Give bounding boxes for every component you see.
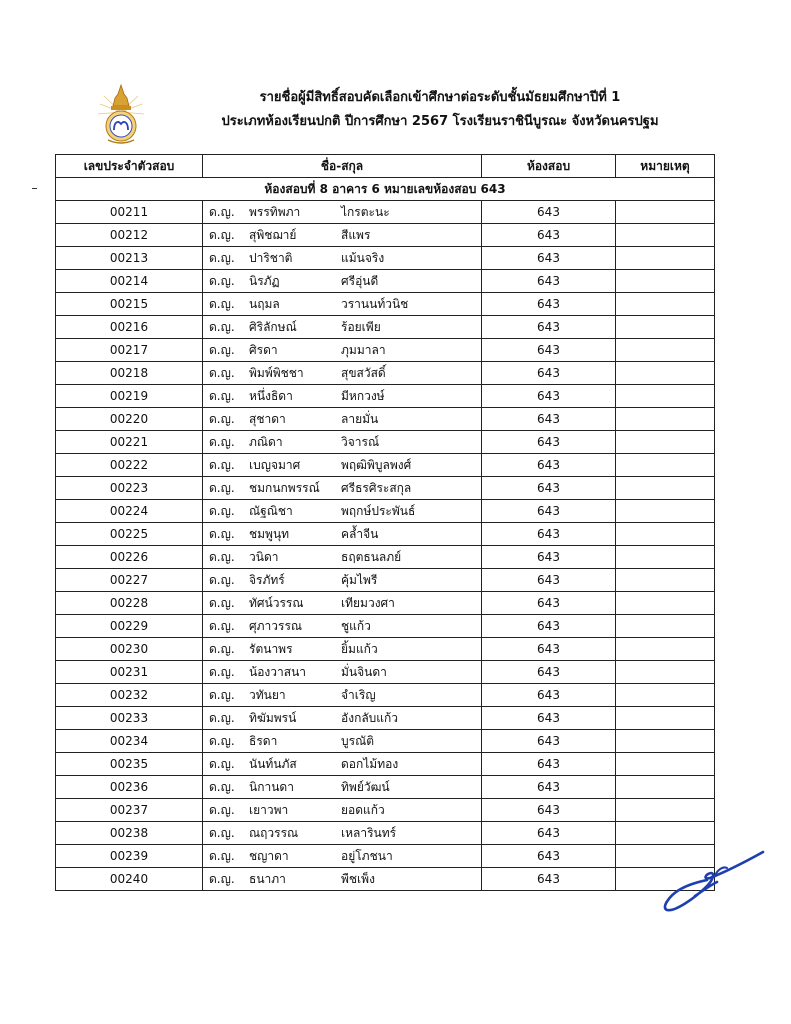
full-name-cell: [203, 224, 482, 247]
name-prefix: ด.ญ.: [209, 204, 235, 219]
exam-roster-table: [55, 154, 715, 891]
last-name: พืชเพ็ง: [341, 871, 375, 886]
first-name: ณฤวรรณ: [249, 825, 299, 840]
full-name-cell: [203, 730, 482, 753]
exam-id-cell: 00240: [56, 868, 203, 891]
last-name: ยอดแก้ว: [341, 802, 385, 817]
full-name-cell: [203, 201, 482, 224]
last-name: ศรีอุ่นดี: [341, 273, 379, 288]
name-prefix: ด.ญ.: [209, 618, 235, 633]
last-name: วรานนท์วนิช: [341, 296, 409, 311]
first-name: นฤมล: [249, 296, 280, 311]
table-row: [56, 362, 715, 385]
name-prefix: ด.ญ.: [209, 434, 235, 449]
remarks-cell: [616, 615, 715, 638]
exam-room-cell: 643: [482, 500, 616, 523]
remarks-cell: [616, 753, 715, 776]
last-name: พฤฒิพิบูลพงศ์: [341, 457, 412, 472]
first-name: สุพิชฌาย์: [249, 227, 297, 242]
remarks-cell: [616, 339, 715, 362]
margin-mark: [32, 188, 37, 189]
first-name: นิรภัฏ: [249, 273, 280, 288]
name-prefix: ด.ญ.: [209, 802, 235, 817]
name-prefix: ด.ญ.: [209, 250, 235, 265]
room-heading: ห้องสอบที่ 8 อาคาร 6 หมายเลขห้องสอบ 643: [56, 178, 715, 201]
first-name: ศิริลักษณ์: [249, 319, 297, 334]
column-header-remarks: หมายเหตุ: [616, 155, 715, 178]
full-name-cell: [203, 776, 482, 799]
school-crest-icon: [94, 82, 148, 146]
table-row: [56, 799, 715, 822]
full-name-cell: [203, 293, 482, 316]
header-title: รายชื่อผู้มีสิทธิ์สอบคัดเลือกเข้าศึกษาต่อระดับชั้นมัธยมศึกษาปีที่ 1: [259, 90, 621, 105]
full-name-cell: [203, 707, 482, 730]
exam-id-cell: 00221: [56, 431, 203, 454]
remarks-cell: [616, 500, 715, 523]
exam-id-cell: 00229: [56, 615, 203, 638]
first-name: นิกานดา: [249, 779, 294, 794]
first-name: ทัศน์วรรณ: [249, 595, 304, 610]
first-name: ณัฐณิชา: [249, 503, 293, 518]
table-row: [56, 477, 715, 500]
first-name: วนิดา: [249, 549, 279, 564]
name-prefix: ด.ญ.: [209, 756, 235, 771]
exam-id-cell: 00231: [56, 661, 203, 684]
table-row: [56, 776, 715, 799]
full-name-cell: [203, 523, 482, 546]
last-name: อังกลับแก้ว: [341, 710, 399, 725]
exam-id-cell: 00215: [56, 293, 203, 316]
table-row: [56, 270, 715, 293]
remarks-cell: [616, 270, 715, 293]
remarks-cell: [616, 224, 715, 247]
exam-room-cell: 643: [482, 868, 616, 891]
last-name: มีหกวงษ์: [341, 388, 385, 403]
first-name: รัตนาพร: [249, 641, 293, 656]
table-row: [56, 615, 715, 638]
full-name-cell: [203, 822, 482, 845]
table-row: [56, 684, 715, 707]
full-name-cell: [203, 569, 482, 592]
name-prefix: ด.ญ.: [209, 480, 235, 495]
table-row: [56, 500, 715, 523]
first-name: เบญจมาศ: [249, 457, 301, 472]
last-name: วิจารณ์: [341, 434, 380, 449]
exam-room-cell: 643: [482, 822, 616, 845]
remarks-cell: [616, 707, 715, 730]
header-subtitle: ประเภทห้องเรียนปกติ ปีการศึกษา 2567 โรงเรียนราชินีบูรณะ จังหวัดนครปฐม: [221, 114, 659, 129]
first-name: สุชาดา: [249, 411, 286, 426]
name-prefix: ด.ญ.: [209, 595, 235, 610]
table-row: [56, 868, 715, 891]
name-prefix: ด.ญ.: [209, 733, 235, 748]
full-name-cell: [203, 638, 482, 661]
first-name: วทันยา: [249, 687, 286, 702]
name-prefix: ด.ญ.: [209, 227, 235, 242]
last-name: ภุมมาลา: [341, 342, 386, 357]
last-name: เทียมวงศา: [341, 595, 395, 610]
name-prefix: ด.ญ.: [209, 871, 235, 886]
first-name: จิรภัทร์: [249, 572, 285, 587]
name-prefix: ด.ญ.: [209, 710, 235, 725]
remarks-cell: [616, 799, 715, 822]
exam-room-cell: 643: [482, 638, 616, 661]
remarks-cell: [616, 546, 715, 569]
exam-id-cell: 00233: [56, 707, 203, 730]
exam-room-cell: 643: [482, 592, 616, 615]
exam-room-cell: 643: [482, 569, 616, 592]
exam-room-cell: 643: [482, 247, 616, 270]
exam-room-cell: 643: [482, 408, 616, 431]
full-name-cell: [203, 684, 482, 707]
table-row: [56, 845, 715, 868]
table-row: [56, 201, 715, 224]
exam-id-cell: 00218: [56, 362, 203, 385]
table-row: [56, 316, 715, 339]
full-name-cell: [203, 477, 482, 500]
exam-room-cell: 643: [482, 201, 616, 224]
table-row: [56, 569, 715, 592]
remarks-cell: [616, 569, 715, 592]
name-prefix: ด.ญ.: [209, 572, 235, 587]
exam-room-cell: 643: [482, 523, 616, 546]
exam-id-cell: 00222: [56, 454, 203, 477]
table-row: [56, 822, 715, 845]
exam-id-cell: 00238: [56, 822, 203, 845]
exam-id-cell: 00237: [56, 799, 203, 822]
name-prefix: ด.ญ.: [209, 273, 235, 288]
full-name-cell: [203, 316, 482, 339]
remarks-cell: [616, 661, 715, 684]
name-prefix: ด.ญ.: [209, 848, 235, 863]
exam-room-cell: 643: [482, 661, 616, 684]
last-name: สีแพร: [341, 227, 371, 242]
full-name-cell: [203, 431, 482, 454]
last-name: ลายมั่น: [341, 411, 379, 426]
exam-id-cell: 00225: [56, 523, 203, 546]
name-prefix: ด.ญ.: [209, 457, 235, 472]
last-name: มั่นจินดา: [341, 664, 387, 679]
table-row: [56, 385, 715, 408]
first-name: เยาวพา: [249, 802, 289, 817]
first-name: หนึ่งธิดา: [249, 388, 293, 403]
last-name: อยู่โภชนา: [341, 848, 393, 863]
exam-id-cell: 00214: [56, 270, 203, 293]
full-name-cell: [203, 868, 482, 891]
exam-id-cell: 00220: [56, 408, 203, 431]
first-name: ธนาภา: [249, 871, 286, 886]
name-prefix: ด.ญ.: [209, 549, 235, 564]
name-prefix: ด.ญ.: [209, 319, 235, 334]
last-name: คุ้มไพรี: [341, 572, 378, 587]
table-row: [56, 408, 715, 431]
first-name: ศุภาวรรณ: [249, 618, 303, 633]
last-name: ทิพย์วัฒน์: [341, 779, 390, 794]
full-name-cell: [203, 362, 482, 385]
exam-room-cell: 643: [482, 224, 616, 247]
name-prefix: ด.ญ.: [209, 526, 235, 541]
exam-room-cell: 643: [482, 362, 616, 385]
name-prefix: ด.ญ.: [209, 825, 235, 840]
remarks-cell: [616, 293, 715, 316]
name-prefix: ด.ญ.: [209, 388, 235, 403]
exam-id-cell: 00219: [56, 385, 203, 408]
full-name-cell: [203, 408, 482, 431]
first-name: ภณิดา: [249, 434, 283, 449]
remarks-cell: [616, 477, 715, 500]
exam-id-cell: 00239: [56, 845, 203, 868]
full-name-cell: [203, 615, 482, 638]
table-row: [56, 707, 715, 730]
table-row: [56, 753, 715, 776]
remarks-cell: [616, 684, 715, 707]
first-name: ชมพูนุท: [249, 526, 290, 541]
full-name-cell: [203, 592, 482, 615]
column-header-exam-room: ห้องสอบ: [482, 155, 616, 178]
exam-id-cell: 00223: [56, 477, 203, 500]
last-name: ยิ้มแก้ว: [341, 641, 378, 656]
table-header-row: [56, 155, 715, 178]
remarks-cell: [616, 592, 715, 615]
table-row: [56, 431, 715, 454]
table-row: [56, 247, 715, 270]
remarks-cell: [616, 201, 715, 224]
last-name: สุขสวัสดิ์: [341, 365, 386, 380]
exam-room-cell: 643: [482, 431, 616, 454]
remarks-cell: [616, 316, 715, 339]
name-prefix: ด.ญ.: [209, 687, 235, 702]
name-prefix: ด.ญ.: [209, 779, 235, 794]
last-name: จำเริญ: [341, 687, 376, 702]
table-row: [56, 730, 715, 753]
full-name-cell: [203, 546, 482, 569]
exam-room-cell: 643: [482, 477, 616, 500]
exam-room-cell: 643: [482, 270, 616, 293]
remarks-cell: [616, 730, 715, 753]
full-name-cell: [203, 270, 482, 293]
name-prefix: ด.ญ.: [209, 342, 235, 357]
last-name: ศรีธรศิระสกุล: [341, 480, 412, 495]
exam-room-cell: 643: [482, 293, 616, 316]
room-heading-row: [56, 178, 715, 201]
exam-room-cell: 643: [482, 776, 616, 799]
table-row: [56, 293, 715, 316]
exam-room-cell: 643: [482, 316, 616, 339]
full-name-cell: [203, 454, 482, 477]
first-name: พิมพ์พิชชา: [249, 365, 304, 380]
first-name: ธิรดา: [249, 733, 278, 748]
exam-room-cell: 643: [482, 546, 616, 569]
exam-id-cell: 00235: [56, 753, 203, 776]
first-name: ปาริชาติ: [249, 250, 293, 265]
full-name-cell: [203, 247, 482, 270]
exam-id-cell: 00228: [56, 592, 203, 615]
last-name: พฤกษ์ประพันธ์: [341, 503, 416, 518]
handwritten-signature-icon: [655, 840, 775, 925]
exam-room-cell: 643: [482, 707, 616, 730]
remarks-cell: [616, 385, 715, 408]
exam-room-cell: 643: [482, 845, 616, 868]
name-prefix: ด.ญ.: [209, 664, 235, 679]
name-prefix: ด.ญ.: [209, 365, 235, 380]
exam-room-cell: 643: [482, 730, 616, 753]
table-row: [56, 592, 715, 615]
first-name: นันท์นภัส: [249, 756, 297, 771]
first-name: ทิฆัมพรน์: [249, 710, 297, 725]
full-name-cell: [203, 500, 482, 523]
name-prefix: ด.ญ.: [209, 411, 235, 426]
full-name-cell: [203, 661, 482, 684]
table-row: [56, 339, 715, 362]
name-prefix: ด.ญ.: [209, 503, 235, 518]
last-name: ร้อยเพีย: [341, 319, 381, 334]
name-prefix: ด.ญ.: [209, 296, 235, 311]
last-name: คล้ำจีน: [341, 526, 379, 541]
exam-id-cell: 00216: [56, 316, 203, 339]
full-name-cell: [203, 385, 482, 408]
remarks-cell: [616, 431, 715, 454]
last-name: เหลารินทร์: [341, 825, 397, 840]
column-header-full-name: ชื่อ-สกุล: [203, 155, 482, 178]
document-header: [160, 86, 720, 134]
last-name: ไกรตะนะ: [341, 204, 390, 219]
exam-id-cell: 00234: [56, 730, 203, 753]
table-row: [56, 454, 715, 477]
remarks-cell: [616, 776, 715, 799]
full-name-cell: [203, 845, 482, 868]
first-name: ศิรดา: [249, 342, 278, 357]
full-name-cell: [203, 339, 482, 362]
exam-id-cell: 00232: [56, 684, 203, 707]
full-name-cell: [203, 799, 482, 822]
last-name: ชูแก้ว: [341, 618, 371, 633]
table-row: [56, 661, 715, 684]
exam-id-cell: 00236: [56, 776, 203, 799]
last-name: บูรณัติ: [341, 733, 374, 748]
remarks-cell: [616, 247, 715, 270]
remarks-cell: [616, 454, 715, 477]
first-name: พรรทิพภา: [249, 204, 301, 219]
exam-id-cell: 00226: [56, 546, 203, 569]
exam-id-cell: 00227: [56, 569, 203, 592]
first-name: น้องวาสนา: [249, 664, 307, 679]
exam-room-cell: 643: [482, 615, 616, 638]
exam-room-cell: 643: [482, 753, 616, 776]
exam-room-cell: 643: [482, 799, 616, 822]
table-row: [56, 638, 715, 661]
remarks-cell: [616, 638, 715, 661]
table-row: [56, 546, 715, 569]
table-row: [56, 224, 715, 247]
full-name-cell: [203, 753, 482, 776]
column-header-exam-id: เลขประจำตัวสอบ: [56, 155, 203, 178]
exam-id-cell: 00213: [56, 247, 203, 270]
exam-id-cell: 00224: [56, 500, 203, 523]
first-name: ชญาดา: [249, 848, 289, 863]
last-name: ดอกไม้ทอง: [341, 756, 399, 771]
exam-id-cell: 00217: [56, 339, 203, 362]
exam-room-cell: 643: [482, 684, 616, 707]
exam-id-cell: 00212: [56, 224, 203, 247]
remarks-cell: [616, 362, 715, 385]
table-row: [56, 523, 715, 546]
remarks-cell: [616, 523, 715, 546]
exam-id-cell: 00211: [56, 201, 203, 224]
name-prefix: ด.ญ.: [209, 641, 235, 656]
last-name: แม้นจริง: [341, 250, 385, 265]
remarks-cell: [616, 408, 715, 431]
last-name: ธฤตธนลภย์: [341, 549, 402, 564]
first-name: ชมกนกพรรณ์: [249, 480, 320, 495]
exam-room-cell: 643: [482, 385, 616, 408]
exam-room-cell: 643: [482, 339, 616, 362]
exam-room-cell: 643: [482, 454, 616, 477]
exam-id-cell: 00230: [56, 638, 203, 661]
